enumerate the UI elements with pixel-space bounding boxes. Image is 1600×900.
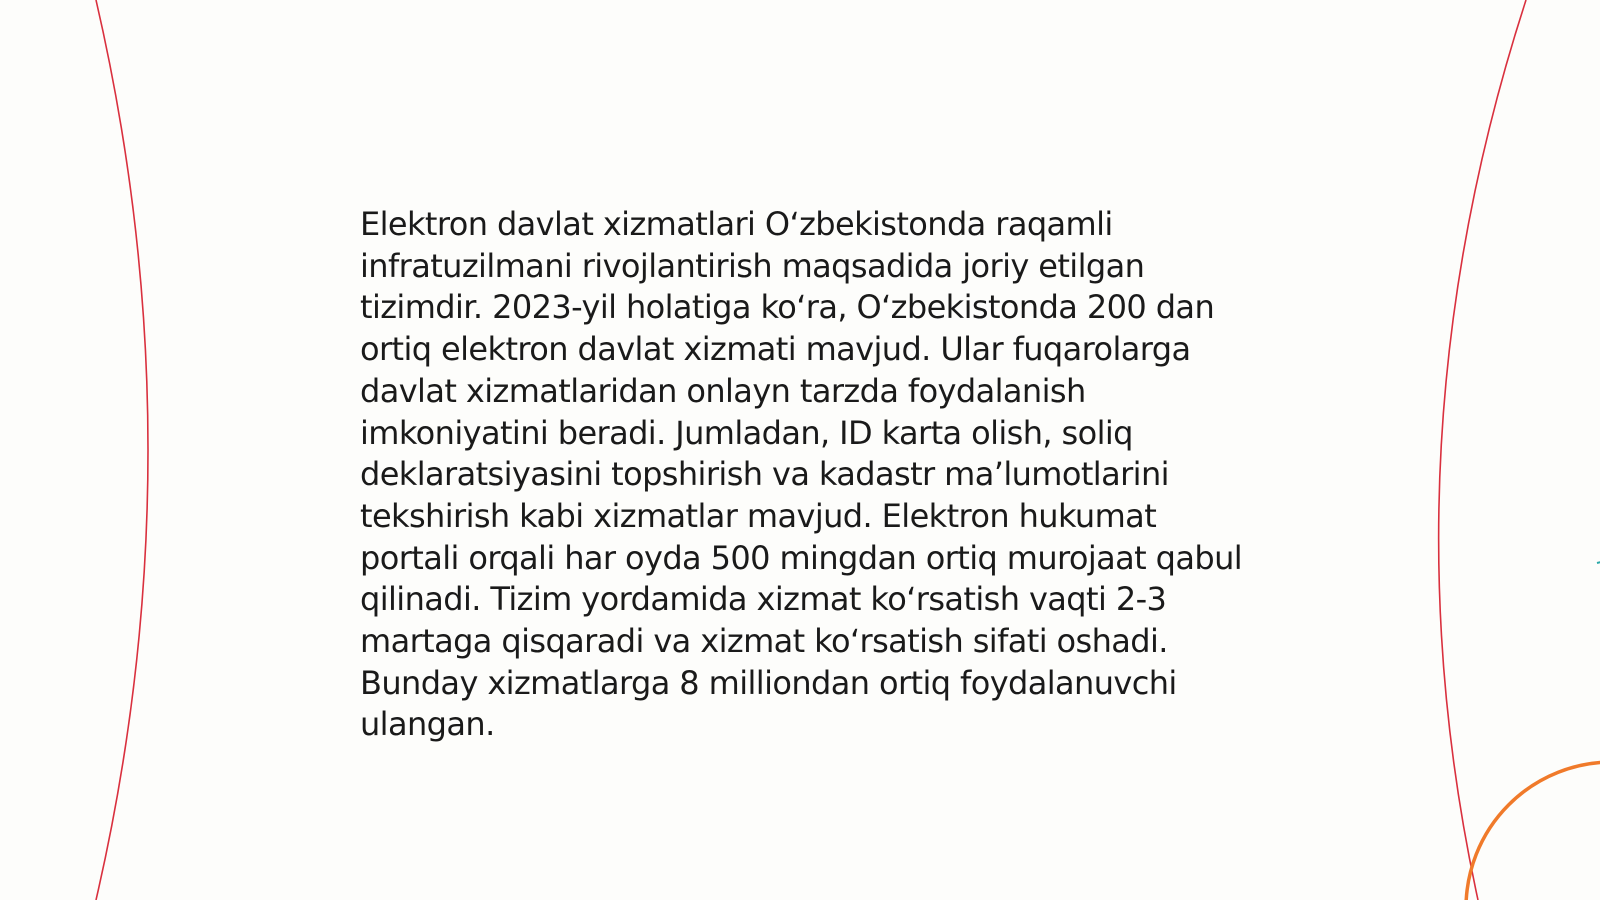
body-paragraph: Elektron davlat xizmatlari O‘zbekistonda raqamli infratuzilmani rivojlantirish maqsadida joriy etilgan tizimdir. 2023-yil holatiga ko‘ra, O‘zbekistonda 200 dan ortiq elektron davlat xizmati mavjud. Ular fuqarolarga davlat xizmatlaridan onlayn tarzda foydalanish imkoniyatini beradi. Jumladan, ID karta olish, soliq deklaratsiyasini topshirish va kadastr ma’lumotlarini tekshirish kabi xizmatlar mavjud. Elektron hukumat portali orqali har oyda 500 mingdan ortiq murojaat qabul qilinadi. Tizim yordamida xizmat ko‘rsatish vaqti 2-3 martaga qisqaradi va xizmat ko‘rsatish sifati oshadi. Bunday xizmatlarga 8 milliondan ortiq foydalanuvchi ulangan. [360,205,1243,744]
left-curve-line [96,0,148,900]
right-curve-line [1439,0,1526,900]
orange-circle-outline [1466,762,1600,900]
